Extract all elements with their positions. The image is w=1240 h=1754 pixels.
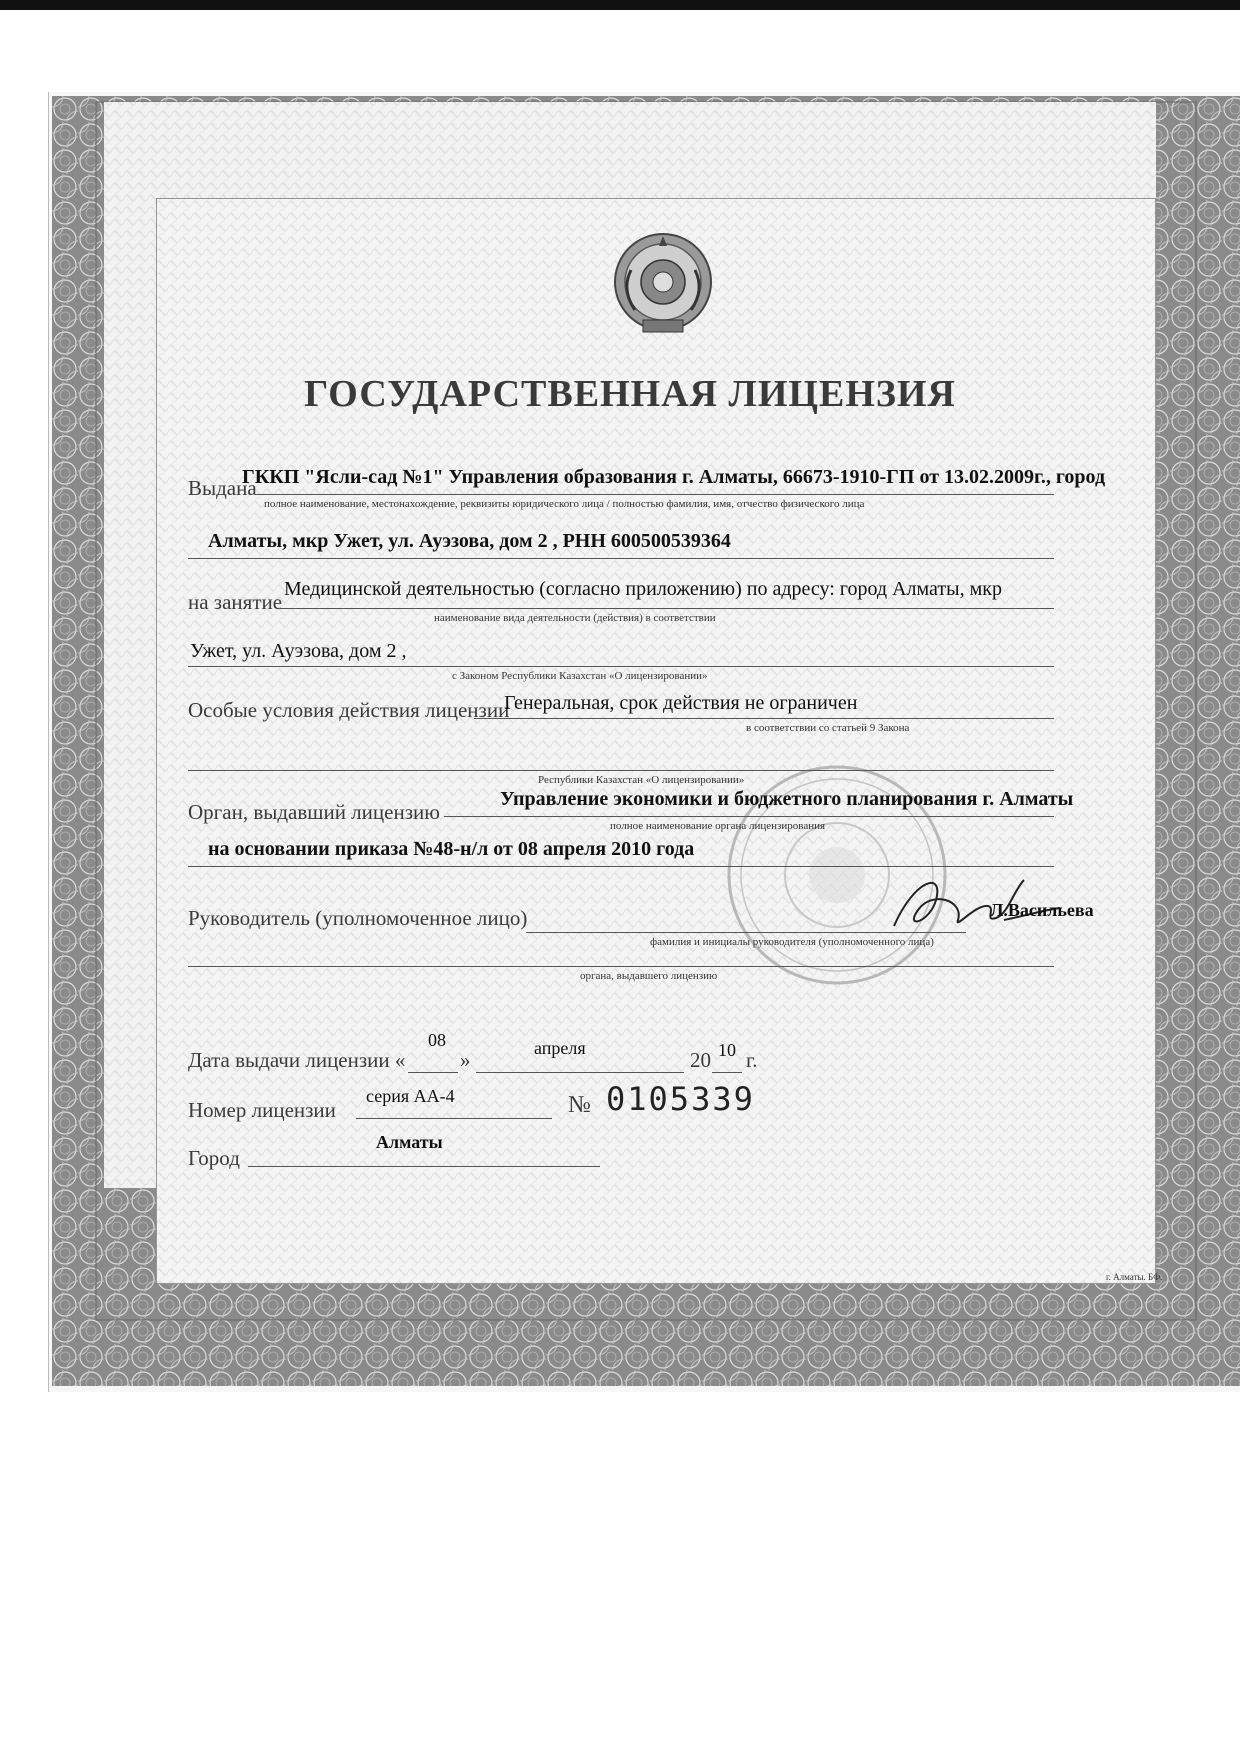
authority-label: Орган, выдавший лицензию — [188, 800, 440, 824]
issued-to-label: Выдана — [188, 476, 257, 500]
city-label: Город — [188, 1146, 240, 1170]
issued-to-value-line1: ГККП "Ясли-сад №1" Управления образования г. Алматы, 66673-1910-ГП от 13.02.2009г., город — [242, 466, 1106, 488]
issue-date-year-underline — [712, 1072, 742, 1073]
conditions-value: Генеральная, срок действия не ограничен — [504, 692, 858, 714]
conditions-label: Особые условия действия лицензии — [188, 698, 510, 722]
printer-mark: г. Алматы. БФ. — [1106, 1272, 1163, 1282]
license-number-sign: № — [568, 1092, 591, 1118]
activity-value-line2: Ужет, ул. Ауэзова, дом 2 , — [190, 640, 407, 662]
activity-hint-2: с Законом Республики Казахстан «О лицензировании» — [452, 670, 708, 682]
issued-to-underline — [254, 494, 1054, 495]
conditions-hint-2: Республики Казахстан «О лицензировании» — [538, 774, 745, 786]
issue-date-month-underline — [476, 1072, 684, 1073]
document-title: ГОСУДАРСТВЕННАЯ ЛИЦЕНЗИЯ — [304, 373, 956, 415]
license-series: серия АА-4 — [366, 1086, 455, 1106]
city-underline — [248, 1166, 600, 1167]
issue-date-year-prefix: 20 — [690, 1048, 711, 1072]
license-content — [104, 102, 1163, 1282]
head-hint-2: органа, выдавшего лицензию — [580, 970, 718, 982]
conditions-underline — [474, 718, 1054, 719]
authority-underline — [444, 816, 1054, 817]
head-underline-2 — [188, 966, 1054, 967]
activity-label: на занятие — [188, 590, 283, 614]
activity-value-line1: Медицинской деятельностью (согласно приложению) по адресу: город Алматы, мкр — [284, 578, 1002, 600]
issue-date-quote-close: » — [460, 1048, 471, 1072]
head-value: Л.Васильева — [990, 900, 1094, 920]
issue-date-year-unit: г. — [746, 1048, 758, 1072]
issued-to-underline-2 — [188, 558, 1054, 559]
license-number-value: 0105339 — [606, 1080, 755, 1118]
head-label: Руководитель (уполномоченное лицо) — [188, 906, 528, 930]
conditions-hint-1: в соответствии со статьей 9 Закона — [746, 722, 910, 734]
city-value: Алматы — [376, 1132, 443, 1152]
issue-date-label: Дата выдачи лицензии « — [188, 1048, 406, 1072]
license-number-label: Номер лицензии — [188, 1098, 336, 1122]
issue-date-month: апреля — [534, 1038, 586, 1058]
authority-hint: полное наименование органа лицензирования — [610, 820, 826, 832]
activity-hint-1: наименование вида деятельности (действия) в соответствии — [434, 612, 716, 624]
issued-to-value-line2: Алматы, мкр Ужет, ул. Ауэзова, дом 2 , РНН 600500539364 — [208, 530, 731, 552]
activity-underline-2 — [188, 666, 1054, 667]
issue-date-day-underline — [408, 1072, 458, 1073]
issue-date-day: 08 — [428, 1030, 446, 1050]
activity-underline — [280, 608, 1054, 609]
conditions-underline-2 — [188, 770, 1054, 771]
head-hint-1: фамилия и инициалы руководителя (уполномоченного лица) — [650, 936, 934, 948]
issued-to-hint: полное наименование, местонахождение, реквизиты юридического лица / полностью фамилия, имя, отчество физического лица — [264, 498, 865, 510]
license-series-underline — [356, 1118, 552, 1119]
authority-value-line1: Управление экономики и бюджетного планирования г. Алматы — [500, 788, 1074, 810]
scan-top-edge — [0, 0, 1240, 10]
issue-date-year-suffix: 10 — [718, 1040, 736, 1060]
authority-value-line2: на основании приказа №48-н/л от 08 апреля 2010 года — [208, 838, 695, 860]
